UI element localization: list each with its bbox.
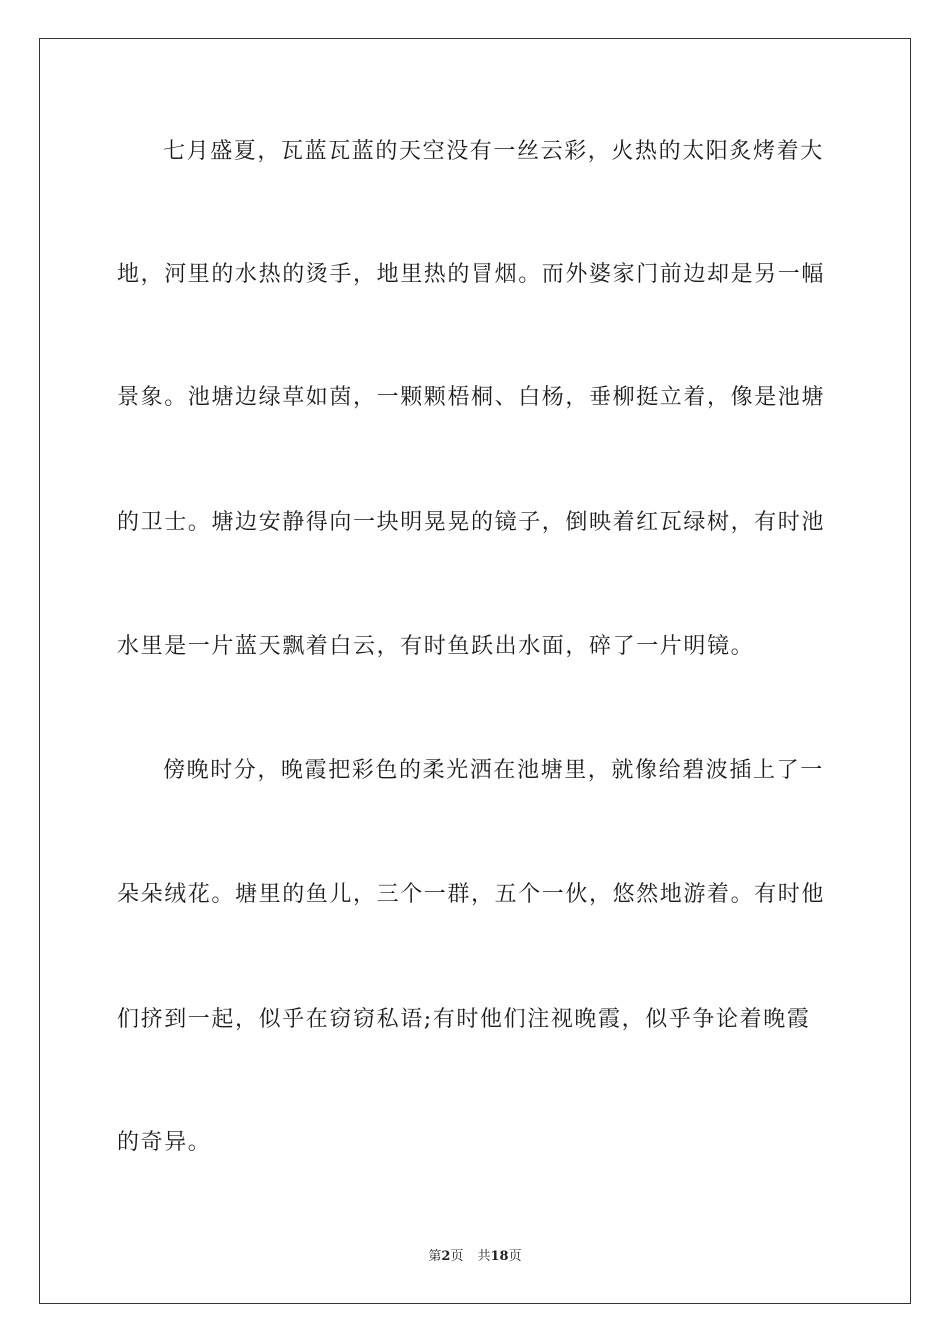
total-prefix: 共 [477,1249,491,1264]
paragraph-1-line-3: 景象。池塘边绿草如茵，一颗颗梧桐、白杨，垂柳挺立着，像是池塘 [117,385,826,410]
paragraph-2-line-1: 傍晚时分，晚霞把彩色的柔光洒在池塘里，就像给碧波插上了一 [163,758,824,783]
page-prefix: 第 [428,1249,442,1264]
total-pages-number: 18 [490,1249,509,1264]
paragraph-1-line-5: 水里是一片蓝天飘着白云，有时鱼跃出水面，碎了一片明镜。 [117,634,755,659]
paragraph-1-line-2: 地，河里的水热的烫手，地里热的冒烟。而外婆家门前边却是另一幅 [117,262,826,287]
page-border [39,38,911,1304]
paragraph-2-line-4: 的奇异。 [117,1130,212,1155]
paragraph-1-line-4: 的卫士。塘边安静得向一块明晃晃的镜子，倒映着红瓦绿树，有时池 [117,510,826,535]
paragraph-1-line-1: 七月盛夏，瓦蓝瓦蓝的天空没有一丝云彩，火热的太阳炙烤着大 [163,139,824,164]
paragraph-2-line-2: 朵朵绒花。塘里的鱼儿，三个一群，五个一伙，悠然地游着。有时他 [117,882,826,907]
paragraph-2-line-3: 们挤到一起，似乎在窃窃私语;有时他们注视晚霞，似乎争论着晚霞 [117,1007,811,1032]
page-footer [0,1248,950,1266]
current-page-number: 2 [441,1249,451,1264]
page-suffix: 页 [450,1249,464,1264]
total-suffix: 页 [508,1249,522,1264]
